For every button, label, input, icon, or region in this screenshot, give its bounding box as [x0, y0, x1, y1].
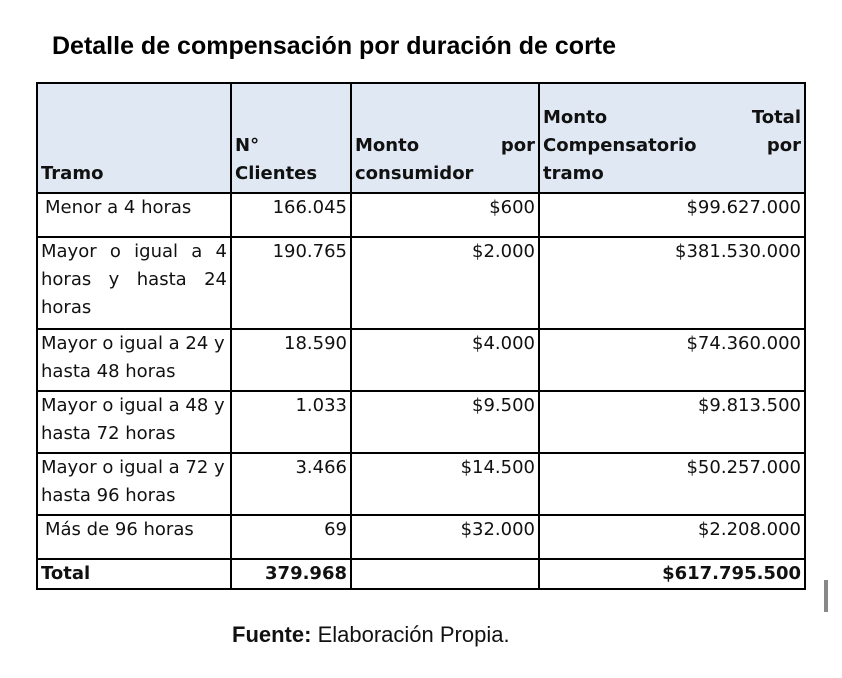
- cell-tramo: Mayor o igual a 4 horas y hasta 24 horas: [37, 237, 231, 329]
- table-row: [37, 193, 805, 237]
- cell-total: $2.208.000: [539, 515, 805, 559]
- table-row: [37, 237, 805, 329]
- cell-total: $9.813.500: [539, 391, 805, 453]
- table-total-row: [37, 559, 805, 589]
- cell-tramo: Mayor o igual a 72 y hasta 96 horas: [37, 453, 231, 515]
- cell-total: $99.627.000: [539, 193, 805, 237]
- compensation-table: [36, 82, 806, 590]
- page-title: Detalle de compensación por duración de corte: [52, 32, 617, 60]
- header-monto-consumidor: Monto por consumidor: [351, 83, 539, 193]
- cell-clientes: 18.590: [231, 329, 351, 391]
- header-monto-total: Monto Total Compensatorio por tramo: [539, 83, 805, 193]
- cell-total: $50.257.000: [539, 453, 805, 515]
- total-amount: $617.795.500: [539, 559, 805, 589]
- cell-clientes: 166.045: [231, 193, 351, 237]
- table-row: [37, 515, 805, 559]
- total-label: Total: [37, 559, 231, 589]
- header-clientes: N° Clientes: [231, 83, 351, 193]
- header-tramo: Tramo: [37, 83, 231, 193]
- cell-tramo: Más de 96 horas: [37, 515, 231, 559]
- source-note: [232, 622, 510, 648]
- table-header-row: [37, 83, 805, 193]
- cell-total: $381.530.000: [539, 237, 805, 329]
- total-monto: [351, 559, 539, 589]
- cell-monto: $32.000: [351, 515, 539, 559]
- cell-monto: $600: [351, 193, 539, 237]
- table-row: [37, 453, 805, 515]
- cell-tramo: Mayor o igual a 48 y hasta 72 horas: [37, 391, 231, 453]
- source-text: Elaboración Propia.: [317, 622, 510, 647]
- total-clientes: 379.968: [231, 559, 351, 589]
- cell-tramo: Mayor o igual a 24 y hasta 48 horas: [37, 329, 231, 391]
- cell-clientes: 3.466: [231, 453, 351, 515]
- cell-monto: $4.000: [351, 329, 539, 391]
- cell-tramo: Menor a 4 horas: [37, 193, 231, 237]
- source-label: Fuente:: [232, 622, 312, 647]
- cell-clientes: 190.765: [231, 237, 351, 329]
- cell-monto: $9.500: [351, 391, 539, 453]
- table-row: [37, 391, 805, 453]
- table-row: [37, 329, 805, 391]
- cell-clientes: 1.033: [231, 391, 351, 453]
- text-cursor: [824, 580, 828, 612]
- cell-monto: $2.000: [351, 237, 539, 329]
- cell-clientes: 69: [231, 515, 351, 559]
- cell-monto: $14.500: [351, 453, 539, 515]
- cell-total: $74.360.000: [539, 329, 805, 391]
